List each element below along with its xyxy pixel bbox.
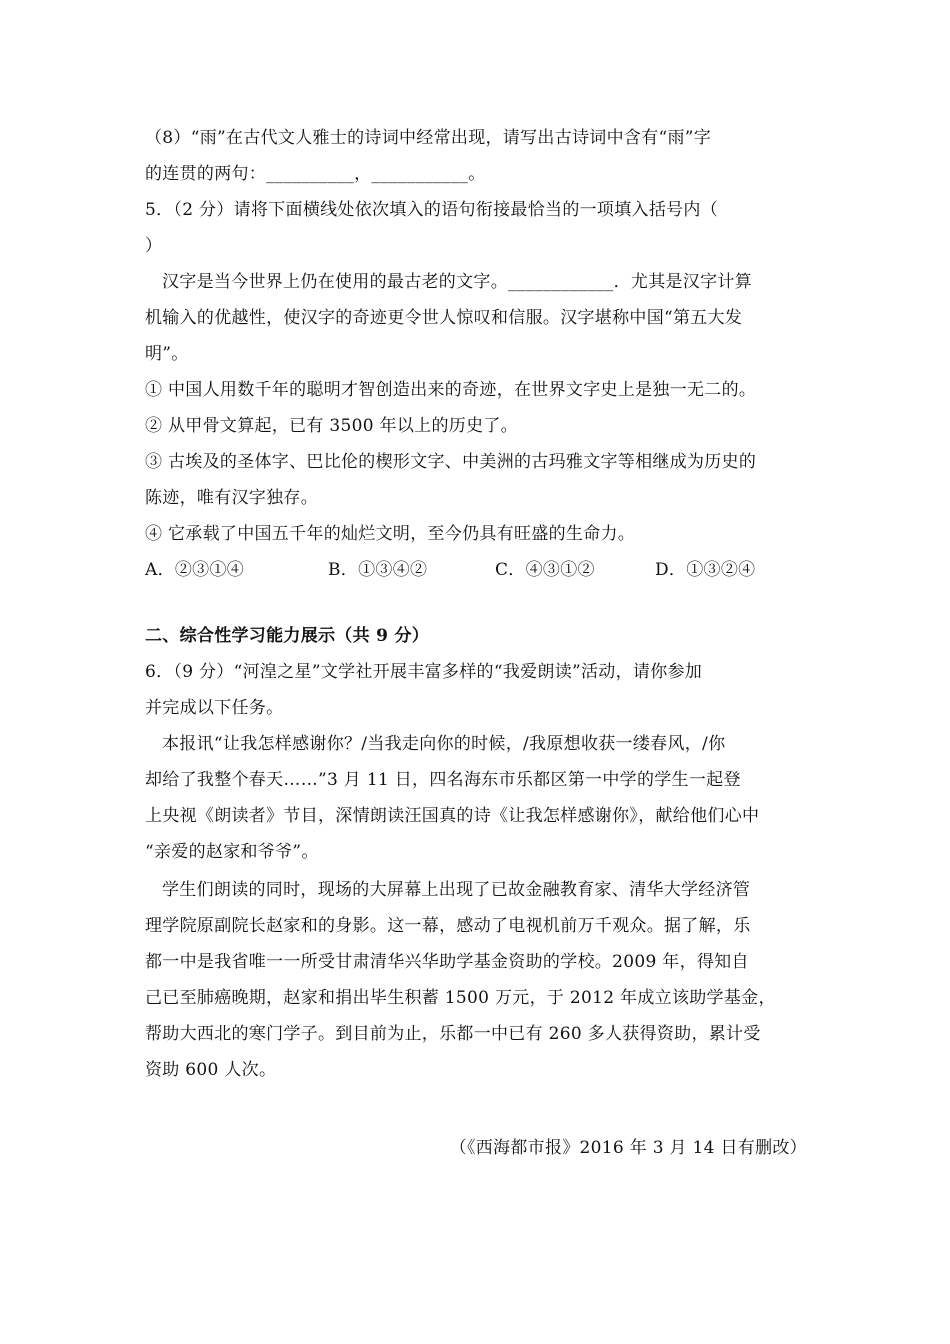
q6-intro-line-1: 6．（9 分）“河湟之星”文学社开展丰富多样的“我爱朗读”活动，请你参加 xyxy=(145,662,703,682)
q5-item-1: ① 中国人用数千年的聪明才智创造出来的奇迹，在世界文字史上是独一无二的。 xyxy=(145,380,757,400)
q5-item-3: ③ 古埃及的圣体字、巴比伦的楔形文字、中美洲的古玛雅文字等相继成为历史的 xyxy=(145,452,757,472)
q6-para1-line-2: 却给了我整个春天……”3 月 11 日，四名海东市乐都区第一中学的学生一起登 xyxy=(145,770,741,790)
option-a: A．②③①④ xyxy=(145,560,245,580)
q5-line-1: 5．（2 分）请将下面横线处依次填入的语句衔接最恰当的一项填入括号内（ xyxy=(145,200,719,220)
q6-para2-line-3: 都一中是我省唯一一所受甘肃清华兴华助学基金资助的学校。2009 年，得知自 xyxy=(145,952,749,972)
q6-para2-line-1: 学生们朗读的同时，现场的大屏幕上出现了已故金融教育家、清华大学经济管 xyxy=(162,880,751,900)
q5-line-2: ） xyxy=(145,236,163,256)
option-d: D．①③②④ xyxy=(655,560,756,580)
q5-passage-line-1: 汉字是当今世界上仍在使用的最古老的文字。____________．尤其是汉字计算 xyxy=(162,272,752,292)
q6-para2-line-4: 己已至肺癌晚期，赵家和捐出毕生积蓄 1500 万元，于 2012 年成立该助学基金， xyxy=(145,988,776,1008)
q6-para1-line-3: 上央视《朗读者》节目，深情朗读汪国真的诗《让我怎样感谢你》，献给他们心中 xyxy=(145,806,760,826)
q5-passage-line-3: 明”。 xyxy=(145,344,189,364)
q8-line-1: （8）“雨”在古代文人雅士的诗词中经常出现，请写出古诗词中含有“雨”字 xyxy=(145,128,712,148)
q5-item-3-cont: 陈迹，唯有汉字独存。 xyxy=(145,488,318,508)
q6-para2-line-6: 资助 600 人次。 xyxy=(145,1060,277,1080)
q6-para2-line-2: 理学院原副院长赵家和的身影。这一幕，感动了电视机前万千观众。据了解，乐 xyxy=(145,916,751,936)
q5-item-4: ④ 它承载了中国五千年的灿烂文明，至今仍具有旺盛的生命力。 xyxy=(145,524,636,544)
q6-para1-line-4: “亲爱的赵家和爷爷”。 xyxy=(145,842,319,862)
q6-para2-line-5: 帮助大西北的寒门学子。到目前为止，乐都一中已有 260 多人获得资助，累计受 xyxy=(145,1024,761,1044)
q6-source-citation: （《西海都市报》2016 年 3 月 14 日有删改） xyxy=(449,1138,807,1158)
option-c: C．④③①② xyxy=(495,560,595,580)
q5-passage-line-2: 机输入的优越性，使汉字的奇迹更令世人惊叹和信服。汉字堪称中国“第五大发 xyxy=(145,308,743,328)
q8-line-2: 的连贯的两句：__________，___________。 xyxy=(145,164,486,184)
option-b: B．①③④② xyxy=(328,560,428,580)
q5-item-2: ② 从甲骨文算起，已有 3500 年以上的历史了。 xyxy=(145,416,518,436)
q6-intro-line-2: 并完成以下任务。 xyxy=(145,698,284,718)
q6-para1-line-1: 本报讯“让我怎样感谢你？/当我走向你的时候，/我原想收获一缕春风，/你 xyxy=(162,734,726,754)
section-2-heading: 二、综合性学习能力展示（共 9 分） xyxy=(145,626,430,646)
